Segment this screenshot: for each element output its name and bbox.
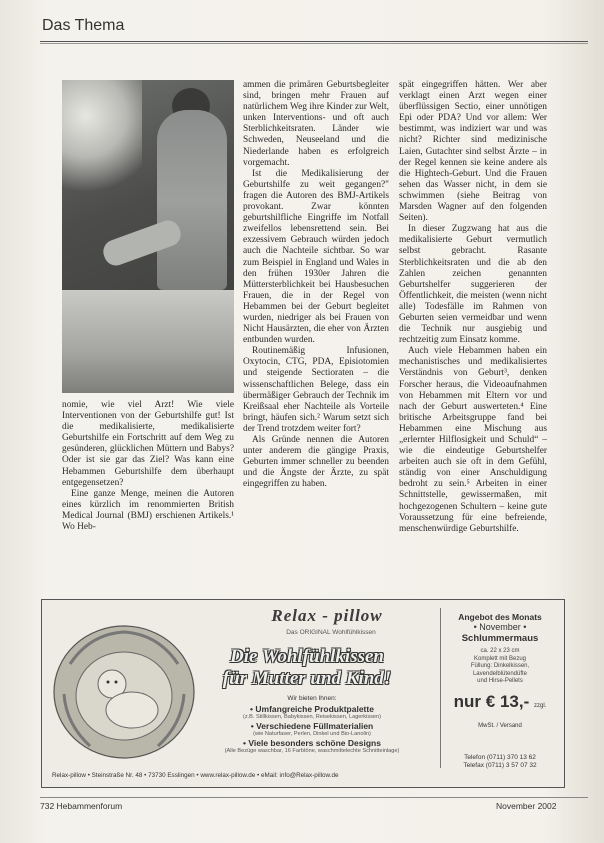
- col2-paragraph: Routinemäßig Infusionen, Oxytocin, CTG, PDA, Episiotomien und steigende Sectioraten – die wissenschaftlichen Belege, dass ein übermäßiger Gebrauch der Technik im Kreißsaal eher Nachteile als Vorteile bringt, häufen sich.² Warum setzt sich der Trend trotzdem weiter fort?: [243, 346, 389, 434]
- ad-tagline: Das ORIGINAL Wohlfühlkissen: [286, 629, 376, 636]
- article-column-1: [62, 400, 234, 533]
- ad-feature-sub: (z.B. Stillkissen, Babykissen, Reisekissen, Lagerkissen): [242, 714, 382, 720]
- article-column-3: [399, 80, 547, 535]
- footer-issue-date: November 2002: [496, 801, 557, 811]
- ad-offer-product: Schlummermaus: [461, 633, 539, 644]
- col3-paragraph: Auch viele Hebammen haben ein mechanistisches und medikalisiertes Verständnis von Geburt³, denken Forscher heraus, die Videoaufnahmen von Hebammen mit Eltern vor und nach der Geburt auswerteten.⁴ Eine britische Arbeitsgruppe fand bei Hebammen eine Mischung aus „erlernter Hilflosigkeit und Schuld“ – wie die eindeutige Geburtshelfer arbeiten auch sie oft in dem Gefühl, ständig von einer Anschuldigung bedroht zu sein.⁵ Arbeiten in einer Schnittstelle, gewissermaßen, mit hochgezogenen Schultern – keine gute Voraussetzung für eine befreiende, menschenwürdige Geburtshilfe.: [399, 346, 547, 534]
- header-rule: [40, 41, 588, 42]
- ad-headline-line-1: Die Wohlfühlkissen: [230, 646, 384, 667]
- ad-feature-sub: (Alle Bezüge waschbar, 16 Farbtöne, waschmittelechte Schnitteinlage): [224, 748, 400, 754]
- ad-offer-price-note: zzgl. MwSt. / Versand: [478, 702, 547, 729]
- ad-offer-label: Angebot des Monats: [458, 612, 542, 622]
- ad-offer-month: • November •: [473, 622, 527, 632]
- article-column-2: [243, 80, 389, 490]
- ad-offer-price: [446, 692, 554, 732]
- section-title: Das Thema: [42, 17, 125, 34]
- col2-paragraph: Ist die Medikalisierung der Geburtshilfe zu weit gegangen?" fragen die Autoren des BMJ-Artikels provokant. Zwar könnten geburtshilfliche Eingriffe im Notfall zweifellos lebensrettend sein. Bei exzessivem Gebrauch würden jedoch auch die Nachteile sichtbar. So war zum Beispiel in England und Wales in den frühen 1930er Jahren die Müttersterblichkeit bei Hausbesuchen Frauen, die in der Regel von Hebammen bei der Geburt begleitet wurden, niedriger als bei Frauen von Nicht Hausärzten, die eher von Ärzten entbunden wurden.: [243, 168, 389, 346]
- ad-address: Relax-pillow • Steinstraße Nr. 48 • 73730 Esslingen • www.relax-pillow.de • eMail: info@Relax-pillow.de: [52, 772, 339, 779]
- footer-page-number: 732 Hebammenforum: [40, 801, 123, 811]
- ad-offer-box: [446, 612, 554, 769]
- ad-feature-lead: Wir bieten Ihnen:: [287, 695, 337, 702]
- ad-headline: [192, 646, 422, 690]
- ad-feature-title: • Viele besonders schöne Designs: [243, 738, 381, 748]
- ad-offer-fax: Telefax (0711) 3 57 07 32: [463, 761, 537, 769]
- ad-offer-contact: [446, 754, 554, 770]
- ad-brand: Relax - pillow: [271, 606, 383, 625]
- ad-offer-price-value: nur € 13,-: [453, 691, 530, 711]
- ad-headline-line-2: für Mutter und Kind!: [222, 668, 392, 689]
- ad-feature-title: • Verschiedene Füllmaterialien: [250, 721, 374, 731]
- header-rule-secondary: [40, 43, 588, 44]
- ad-feature-title: • Umfangreiche Produktpalette: [250, 704, 374, 714]
- ad-offer-phone: Telefon (0711) 370 13 62: [464, 753, 536, 761]
- col1-paragraph: Eine ganze Menge, meinen die Autoren eines kürzlich im renommierten British Medical Journal (BMJ) erschienen Artikels.¹ Wo Heb-: [62, 488, 234, 533]
- ad-feature-sub: (wie Naturfaser, Perlen, Dinkel und Bio-Lanolin): [253, 731, 371, 737]
- article-photo: [62, 80, 234, 393]
- photo-figure-body: [157, 110, 227, 290]
- photo-light: [62, 80, 142, 200]
- ad-offer-description: ca. 22 x 23 cm Komplett mit Bezug Füllung: Dinkelkissen, Lavendelblütendüfte und Hirse-Pellets: [470, 648, 530, 684]
- footer-rule: [40, 797, 588, 798]
- advertisement: [41, 599, 565, 788]
- ad-feature-list: [212, 695, 412, 755]
- col2-paragraph: Als Gründe nennen die Autoren unter anderem die gängige Praxis, Geburten immer schneller zu beenden und die Ängste der Ärzte, zu spät eingegriffen zu haben.: [243, 435, 389, 490]
- pillow-illustration: [50, 614, 198, 764]
- col1-paragraph: nomie, wie viel Arzt! Wie viele Interventionen von der Geburtshilfe gut! Ist die medikalisierte, medikalisierte Geburtshilfe ein Fortschritt auf dem Weg zu gesünderen, glücklichen Müttern und Babys? Oder ist sie gar das Ziel? Was kann eine Hebammen Geburtshilfe dem überhaupt entgegensetzen?: [62, 400, 234, 488]
- col2-paragraph: ammen die primären Geburtsbegleiter sind, bringen mehr Frauen auf natürlichem Weg ihre Kinder zur Welt, unken Interventions- und oft auch Sterblichkeitsraten. Länder wie Schweden, Neuseeland und die Niederlande haben es erfolgreich vorgemacht.: [243, 80, 389, 168]
- col3-paragraph: In dieser Zugzwang hat aus die medikalisierte Geburt vermutlich selbst gebracht. Rasante Sterblichkeitsraten und die ab den Zahlen zeichen genannten Geburtshelfer suggerieren der Öffentlichkeit, die meisten (wenn nicht alle) Todesfälle im Rahmen von Geburten seien vermeidbar und wenn die Technik nur ausgiebig und rechtzeitig zum Einsatz komme.: [399, 224, 547, 346]
- photo-table: [62, 290, 234, 393]
- ad-offer-divider: [440, 608, 441, 768]
- col3-paragraph: spät eingegriffen hätten. Wer aber verklagt einen Arzt wegen einer überflüssigen Sectio, einer unnötigen Epi oder PDA? Und vor allem: Wer bestimmt, was indiziert war und was nicht? Richter sind medizinische Laien, Gutachter sind selbst Ärzte – in der Regel kennen sie keine andere als die Hightech-Geburt. Und die Frauen sehen das Wasser nicht, in dem sie schwimmen (siehe Beitrag von Marsden Wagner auf den folgenden Seiten).: [399, 80, 547, 224]
